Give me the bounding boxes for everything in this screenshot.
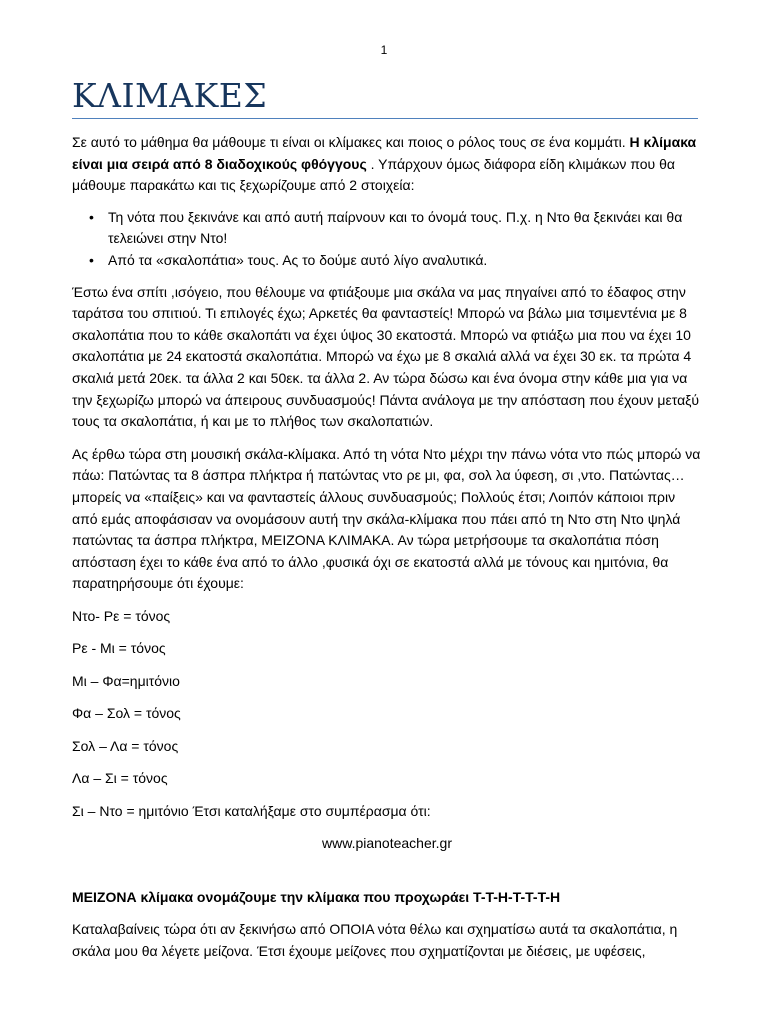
- list-item: [89, 207, 702, 250]
- interval-line: Φα – Σολ = τόνος: [72, 705, 181, 722]
- intro-text-start: Σε αυτό το μάθημα θα μάθουμε τι είναι οι κλίμακες και ποιος ο ρόλος τους σε ένα κομμάτι.: [72, 134, 630, 150]
- interval-line: Μι – Φα=ημιτόνιο: [72, 672, 180, 689]
- house-stairs-paragraph: Έστω ένα σπίτι ,ισόγειο, που θέλουμε να φτιάξουμε μια σκάλα να μας πηγαίνει από το έδαφος στην ταράτσα του σπιτιού. Τι επιλογές έχω; Αρκετές θα φανταστείς! Μπορώ να βάλω μια τσιμεντένια με 8 σκαλοπάτια που το κάθε σκαλοπάτι να έχει ύψος 30 εκατοστά. Μπορώ να φτιάξω μια που να έχει 10 σκαλοπάτια με 24 εκατοστά σκαλοπάτια. Μπορώ να έχω με 8 σκαλιά αλλά να έχει 30 εκ. τα πρώτα 4 σκαλιά μετά 20εκ. τα άλλα 2 και 50εκ. τα άλλα 2. Αν τώρα δώσω και ένα όνομα στην κάθε μια για να την ξεχωρίζω μπορώ να άπειρους συνδυασμούς! Πάντα ανάλογα με την απόσταση που έχουν μεταξύ τους τα σκαλοπάτια, ή και με το πλήθος των σκαλοπατιών.: [72, 283, 700, 430]
- page-title: ΚΛΙΜΑΚΕΣ: [72, 76, 268, 115]
- bullet-icon: •: [89, 208, 94, 225]
- final-paragraph: Καταλαβαίνεις τώρα ότι αν ξεκινήσω από ΟΠΟΙΑ νότα θέλω και σχηματίσω αυτά τα σκαλοπάτια, η σκάλα μου θα λέγετε μείζονα. Έτσι έχουμε μείζονες που σχηματίζονται με διέσεις, με υφέσεις,: [72, 921, 678, 960]
- intro-paragraph: [72, 132, 702, 197]
- interval-line: Σι – Ντο = ημιτόνιο Έτσι καταλήξαμε στο συμπέρασμα ότι:: [72, 802, 431, 819]
- list-item-text: Από τα «σκαλοπάτια» τους. Ας το δούμε αυτό λίγο αναλυτικά.: [108, 251, 488, 268]
- scale-features-list: [72, 207, 702, 272]
- document-body: [72, 132, 702, 974]
- scale-definition: Η κλίμακα είναι μια σειρά από 8 διαδοχικούς φθόγγους: [72, 134, 697, 172]
- music-scale-paragraph: Ας έρθω τώρα στη μουσική σκάλα-κλίμακα. Από τη νότα Ντο μέχρι την πάνω νότα ντο πώς μπορώ να πάω: Πατώντας τα 8 άσπρα πλήκτρα ή πατώντας ντο ρε μι, φα, σολ λα ύφεση, σι ,ντο. Πατώντας…μπορείς να «παίξεις» και να φανταστείς άλλους συνδυασμούς; Πολλούς έτσι; Λοιπόν κάποιοι πριν από εμάς αποφάσισαν να ονομάσουν αυτή την σκάλα-κλίμακα που πάει από τη Ντο στη Ντο ψηλά πατώντας τα άσπρα πλήκτρα, ΜΕΙΖΟΝΑ ΚΛΙΜΑΚΑ. Αν τώρα μετρήσουμε τα σκαλοπάτια πόση απόσταση έχει το κάθε ένα από το άλλο ,φυσικά όχι σε εκατοστά αλλά με τόνους και ημιτόνια, θα παρατηρήσουμε ότι έχουμε:: [72, 445, 701, 592]
- bullet-icon: •: [89, 251, 94, 268]
- interval-line: Ντο- Ρε = τόνος: [72, 607, 171, 624]
- interval-line: Σολ – Λα = τόνος: [72, 737, 179, 754]
- interval-line: Ρε - Μι = τόνος: [72, 640, 166, 657]
- interval-line: Λα – Σι = τόνος: [72, 770, 168, 787]
- page-number: 1: [380, 43, 388, 57]
- list-item-text: Τη νότα που ξεκινάνε και από αυτή παίρνουν και το όνομά τους. Π.χ. η Ντο θα ξεκινάει και θα τελειώνει στην Ντο!: [108, 208, 683, 247]
- title-underline: [72, 118, 698, 119]
- intro-text-end: . Υπάρχουν όμως διάφορα είδη κλιμάκων που θα μάθουμε παρακάτω και τις ξεχωρίζουμε από 2 στοιχεία:: [72, 155, 675, 194]
- list-item: [89, 250, 702, 272]
- website-link[interactable]: www.pianoteacher.gr: [322, 835, 452, 852]
- major-scale-heading: ΜΕΙΖΟΝΑ κλίμακα ονομάζουμε την κλίμακα που προχωράει Τ-Τ-Η-Τ-Τ-Τ-Η: [72, 888, 561, 905]
